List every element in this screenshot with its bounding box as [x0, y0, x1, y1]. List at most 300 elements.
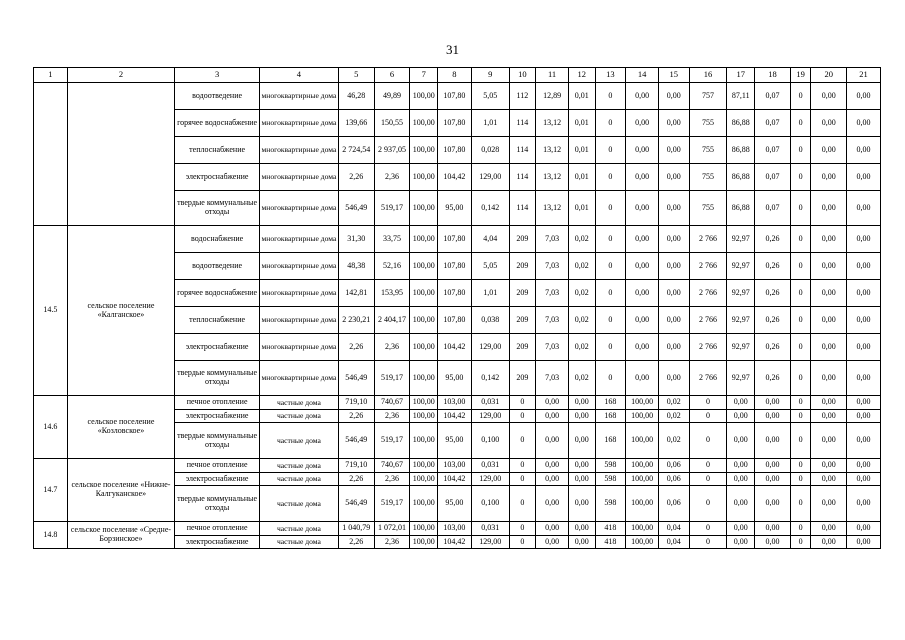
table-cell: 103,00 [438, 459, 472, 473]
column-header: 15 [658, 68, 689, 83]
table-cell: 0,00 [727, 486, 755, 522]
table-cell: 0,26 [755, 226, 791, 253]
table-cell: 0,00 [536, 423, 569, 459]
table-cell: 0,00 [811, 410, 847, 423]
table-cell: 0,01 [568, 137, 595, 164]
table-cell: 0,00 [811, 361, 847, 396]
table-cell: 0,00 [755, 473, 791, 486]
table-cell: 0,26 [755, 280, 791, 307]
table-cell: 0 [595, 226, 626, 253]
housing-type: многоквартирные дома [260, 307, 339, 334]
group-number: 14.6 [34, 396, 68, 459]
table-cell: 7,03 [536, 334, 569, 361]
table-cell: 0 [790, 226, 810, 253]
table-row [34, 522, 881, 536]
table-cell: 49,89 [374, 83, 410, 110]
housing-type: многоквартирные дома [260, 83, 339, 110]
table-cell: 0,00 [811, 226, 847, 253]
column-header: 11 [536, 68, 569, 83]
table-cell: 100,00 [410, 486, 438, 522]
table-cell: 13,12 [536, 110, 569, 137]
table-cell: 2,26 [338, 334, 374, 361]
table-cell: 0,07 [755, 191, 791, 226]
table-cell: 0,142 [471, 361, 509, 396]
table-cell: 107,80 [438, 110, 472, 137]
table-cell: 100,00 [410, 110, 438, 137]
table-cell: 0 [595, 253, 626, 280]
table-cell: 0,00 [847, 110, 881, 137]
table-cell: 0,00 [847, 536, 881, 549]
table-cell: 86,88 [727, 110, 755, 137]
table-cell: 114 [509, 191, 536, 226]
table-cell: 0 [595, 83, 626, 110]
table-cell: 2,36 [374, 473, 410, 486]
table-cell: 0,00 [847, 522, 881, 536]
table-cell: 92,97 [727, 280, 755, 307]
table-cell: 0 [595, 334, 626, 361]
table-cell: 0,02 [568, 334, 595, 361]
table-cell: 100,00 [626, 410, 659, 423]
table-cell: 2 766 [689, 307, 727, 334]
table-cell: 0 [689, 423, 727, 459]
table-cell: 755 [689, 137, 727, 164]
table-cell: 0,07 [755, 164, 791, 191]
table-cell: 0 [790, 536, 810, 549]
table-cell: 598 [595, 459, 626, 473]
service-type: электроснабжение [175, 410, 260, 423]
table-cell: 0,00 [755, 410, 791, 423]
group-number: 14.7 [34, 459, 68, 522]
table-cell: 0 [595, 307, 626, 334]
table-cell: 0,00 [847, 334, 881, 361]
table-cell: 0 [509, 396, 536, 410]
table-cell: 0,26 [755, 361, 791, 396]
table-cell: 0 [689, 536, 727, 549]
column-header: 16 [689, 68, 727, 83]
table-cell: 0,07 [755, 137, 791, 164]
table-cell: 107,80 [438, 137, 472, 164]
table-cell: 13,12 [536, 191, 569, 226]
table-cell: 2 766 [689, 361, 727, 396]
table-cell: 0 [509, 423, 536, 459]
table-cell: 519,17 [374, 486, 410, 522]
housing-type: частные дома [260, 473, 339, 486]
table-cell: 100,00 [410, 280, 438, 307]
table-cell: 107,80 [438, 280, 472, 307]
table-cell: 0 [689, 396, 727, 410]
table-cell: 0,00 [626, 253, 659, 280]
housing-type: многоквартирные дома [260, 137, 339, 164]
table-cell: 104,42 [438, 410, 472, 423]
column-header: 3 [175, 68, 260, 83]
table-cell: 107,80 [438, 83, 472, 110]
page-number: 31 [446, 42, 459, 57]
table-cell: 2,26 [338, 410, 374, 423]
table-cell: 107,80 [438, 307, 472, 334]
table-cell: 0 [790, 83, 810, 110]
column-header: 13 [595, 68, 626, 83]
column-header: 9 [471, 68, 509, 83]
column-header: 18 [755, 68, 791, 83]
table-cell: 0,00 [811, 486, 847, 522]
table-cell: 0,100 [471, 486, 509, 522]
table-cell: 100,00 [626, 423, 659, 459]
table-cell: 0,02 [568, 226, 595, 253]
group-number: 14.8 [34, 522, 68, 549]
column-header: 21 [847, 68, 881, 83]
table-cell: 2,36 [374, 536, 410, 549]
table-cell: 86,88 [727, 137, 755, 164]
table-cell: 46,28 [338, 83, 374, 110]
table-cell: 100,00 [626, 459, 659, 473]
table-cell: 13,12 [536, 137, 569, 164]
table-cell: 0,00 [847, 280, 881, 307]
table-cell: 2,36 [374, 334, 410, 361]
table-cell: 100,00 [626, 536, 659, 549]
table-cell: 0 [595, 110, 626, 137]
table-cell: 100,00 [410, 307, 438, 334]
table-cell: 0,00 [847, 473, 881, 486]
table-cell: 5,05 [471, 83, 509, 110]
table-cell: 0,00 [658, 226, 689, 253]
table-cell: 92,97 [727, 334, 755, 361]
table-cell: 0,00 [847, 226, 881, 253]
table-cell: 0 [790, 191, 810, 226]
table-cell: 129,00 [471, 473, 509, 486]
column-header: 1 [34, 68, 68, 83]
table-cell: 0,02 [568, 253, 595, 280]
table-cell: 0,00 [755, 459, 791, 473]
table-cell: 0 [790, 280, 810, 307]
table-cell: 7,03 [536, 307, 569, 334]
table-cell: 33,75 [374, 226, 410, 253]
table-cell: 0,00 [847, 423, 881, 459]
table-cell: 0,00 [847, 83, 881, 110]
table-cell: 0,00 [755, 423, 791, 459]
table-cell: 0 [689, 410, 727, 423]
table-cell: 95,00 [438, 423, 472, 459]
table-cell: 0,00 [568, 473, 595, 486]
table-cell: 100,00 [410, 536, 438, 549]
table-cell: 7,03 [536, 253, 569, 280]
table-header-row [34, 68, 881, 83]
table-cell: 142,81 [338, 280, 374, 307]
table-cell: 129,00 [471, 164, 509, 191]
table-cell: 100,00 [410, 459, 438, 473]
table-cell: 100,00 [410, 83, 438, 110]
service-type: твердые коммунальные отходы [175, 423, 260, 459]
table-cell: 129,00 [471, 410, 509, 423]
table-cell: 0,031 [471, 522, 509, 536]
service-type: горячее водоснабжение [175, 110, 260, 137]
table-cell: 2 766 [689, 334, 727, 361]
table-cell: 2 766 [689, 226, 727, 253]
table-row [34, 83, 881, 110]
table-cell: 0 [689, 522, 727, 536]
table-cell: 0,00 [626, 226, 659, 253]
service-type: печное отопление [175, 396, 260, 410]
table-cell: 0,00 [727, 473, 755, 486]
table-cell: 0,00 [626, 307, 659, 334]
table-cell: 5,05 [471, 253, 509, 280]
table-cell: 740,67 [374, 396, 410, 410]
table-cell: 519,17 [374, 191, 410, 226]
table-cell: 104,42 [438, 536, 472, 549]
table-cell: 112 [509, 83, 536, 110]
table-cell: 129,00 [471, 536, 509, 549]
service-type: твердые коммунальные отходы [175, 361, 260, 396]
table-cell: 168 [595, 423, 626, 459]
table-cell: 86,88 [727, 164, 755, 191]
table-cell: 107,80 [438, 253, 472, 280]
housing-type: многоквартирные дома [260, 280, 339, 307]
service-type: теплоснабжение [175, 137, 260, 164]
table-cell: 209 [509, 361, 536, 396]
table-cell: 2 230,21 [338, 307, 374, 334]
table-cell: 0,01 [568, 110, 595, 137]
table-cell: 0 [595, 137, 626, 164]
table-cell: 755 [689, 191, 727, 226]
table-cell: 2,36 [374, 164, 410, 191]
table-cell: 546,49 [338, 361, 374, 396]
table-row [34, 459, 881, 473]
settlement-name: сельское поселение «Калганское» [67, 226, 174, 396]
table-cell: 0,00 [755, 396, 791, 410]
table-cell: 2 766 [689, 253, 727, 280]
table-cell: 0,00 [847, 410, 881, 423]
column-header: 20 [811, 68, 847, 83]
table-cell: 719,10 [338, 396, 374, 410]
table-cell: 92,97 [727, 226, 755, 253]
table-cell: 0,00 [811, 191, 847, 226]
table-row [34, 226, 881, 253]
table-cell: 0,00 [536, 536, 569, 549]
table-cell: 0 [509, 473, 536, 486]
table-cell: 86,88 [727, 191, 755, 226]
column-header: 19 [790, 68, 810, 83]
column-header: 2 [67, 68, 174, 83]
table-cell: 4,04 [471, 226, 509, 253]
table-cell: 0,00 [568, 486, 595, 522]
table-cell: 0,038 [471, 307, 509, 334]
table-cell: 0,04 [658, 536, 689, 549]
table-cell: 0 [790, 473, 810, 486]
table-cell: 0,00 [847, 396, 881, 410]
table-cell: 0,142 [471, 191, 509, 226]
table-cell: 7,03 [536, 280, 569, 307]
table-cell: 0,00 [811, 307, 847, 334]
table-cell: 104,42 [438, 164, 472, 191]
table-cell: 104,42 [438, 334, 472, 361]
housing-type: многоквартирные дома [260, 110, 339, 137]
table-cell: 0,028 [471, 137, 509, 164]
table-cell: 0 [790, 486, 810, 522]
service-type: водоснабжение [175, 226, 260, 253]
table-cell: 0 [595, 361, 626, 396]
group-number: 14.5 [34, 226, 68, 396]
table-cell: 546,49 [338, 423, 374, 459]
table-cell: 0 [790, 253, 810, 280]
column-header: 10 [509, 68, 536, 83]
table-cell: 0 [790, 423, 810, 459]
service-type: электроснабжение [175, 473, 260, 486]
table-cell: 0,00 [847, 137, 881, 164]
table-cell: 0 [595, 191, 626, 226]
table-cell: 0,00 [536, 410, 569, 423]
table-cell: 209 [509, 334, 536, 361]
table-cell: 139,66 [338, 110, 374, 137]
table-cell: 0,00 [658, 110, 689, 137]
column-header: 4 [260, 68, 339, 83]
table-cell: 0,00 [811, 280, 847, 307]
table-cell: 0,00 [755, 536, 791, 549]
housing-type: многоквартирные дома [260, 226, 339, 253]
table-cell: 92,97 [727, 361, 755, 396]
service-type: твердые коммунальные отходы [175, 486, 260, 522]
table-cell: 0 [790, 459, 810, 473]
table-cell: 100,00 [626, 473, 659, 486]
table-cell: 7,03 [536, 226, 569, 253]
table-cell: 0 [790, 164, 810, 191]
table-cell: 2 766 [689, 280, 727, 307]
table-cell: 0,00 [536, 459, 569, 473]
settlement-name: сельское поселение «Козловское» [67, 396, 174, 459]
housing-type: многоквартирные дома [260, 334, 339, 361]
table-cell: 740,67 [374, 459, 410, 473]
housing-type: многоквартирные дома [260, 253, 339, 280]
table-row [34, 396, 881, 410]
table-cell: 0 [509, 410, 536, 423]
table-cell: 0,00 [658, 307, 689, 334]
column-header: 7 [410, 68, 438, 83]
table-cell: 0,06 [658, 486, 689, 522]
table-cell: 0,00 [811, 137, 847, 164]
table-cell: 0 [790, 137, 810, 164]
table-cell: 100,00 [410, 423, 438, 459]
service-type: водоотведение [175, 253, 260, 280]
settlement-name [67, 83, 174, 226]
table-cell: 0,00 [755, 522, 791, 536]
table-cell: 0,01 [568, 191, 595, 226]
table-cell: 0,07 [755, 83, 791, 110]
table-cell: 755 [689, 164, 727, 191]
housing-type: частные дома [260, 396, 339, 410]
table-cell: 0,00 [847, 459, 881, 473]
table-cell: 0,07 [755, 110, 791, 137]
table-cell: 0,02 [568, 361, 595, 396]
table-cell: 0,00 [536, 486, 569, 522]
table-cell: 100,00 [410, 522, 438, 536]
column-header: 5 [338, 68, 374, 83]
column-header: 8 [438, 68, 472, 83]
table-cell: 2,26 [338, 164, 374, 191]
table-cell: 0 [689, 486, 727, 522]
table-cell: 48,38 [338, 253, 374, 280]
table-cell: 0 [790, 396, 810, 410]
housing-type: частные дома [260, 522, 339, 536]
tariff-table [33, 67, 881, 549]
table-cell: 0,02 [658, 410, 689, 423]
table-cell: 100,00 [410, 191, 438, 226]
table-cell: 0,00 [811, 459, 847, 473]
service-type: электроснабжение [175, 334, 260, 361]
table-cell: 107,80 [438, 226, 472, 253]
table-cell: 92,97 [727, 307, 755, 334]
table-cell: 0,00 [536, 396, 569, 410]
housing-type: многоквартирные дома [260, 164, 339, 191]
table-cell: 0,26 [755, 253, 791, 280]
table-cell: 209 [509, 307, 536, 334]
table-cell: 0,00 [847, 164, 881, 191]
service-type: печное отопление [175, 459, 260, 473]
table-cell: 100,00 [626, 486, 659, 522]
table-cell: 0,02 [658, 423, 689, 459]
column-header: 6 [374, 68, 410, 83]
table-cell: 209 [509, 253, 536, 280]
table-cell: 0,00 [626, 334, 659, 361]
table-cell: 168 [595, 396, 626, 410]
table-cell: 546,49 [338, 191, 374, 226]
table-cell: 0,00 [727, 410, 755, 423]
table-cell: 0,00 [811, 110, 847, 137]
table-cell: 100,00 [410, 226, 438, 253]
table-cell: 0,00 [811, 473, 847, 486]
table-cell: 100,00 [410, 137, 438, 164]
table-cell: 519,17 [374, 423, 410, 459]
table-cell: 0,00 [658, 361, 689, 396]
housing-type: многоквартирные дома [260, 361, 339, 396]
table-cell: 150,55 [374, 110, 410, 137]
table-cell: 0,00 [727, 522, 755, 536]
table-cell: 0,031 [471, 459, 509, 473]
table-cell: 0,00 [658, 137, 689, 164]
table-cell: 0,00 [626, 164, 659, 191]
table-cell: 100,00 [410, 334, 438, 361]
column-header: 14 [626, 68, 659, 83]
housing-type: частные дома [260, 536, 339, 549]
table-cell: 1 040,79 [338, 522, 374, 536]
table-cell: 7,03 [536, 361, 569, 396]
housing-type: частные дома [260, 423, 339, 459]
table-cell: 87,11 [727, 83, 755, 110]
table-cell: 0,00 [811, 536, 847, 549]
table-cell: 129,00 [471, 334, 509, 361]
table-cell: 0,00 [847, 486, 881, 522]
table-cell: 0,00 [568, 522, 595, 536]
table-cell: 2 404,17 [374, 307, 410, 334]
table-cell: 0,00 [727, 459, 755, 473]
table-cell: 95,00 [438, 361, 472, 396]
table-cell: 2,26 [338, 473, 374, 486]
housing-type: частные дома [260, 410, 339, 423]
table-cell: 0,00 [811, 396, 847, 410]
table-cell: 0,00 [626, 83, 659, 110]
table-cell: 0,00 [536, 473, 569, 486]
table-cell: 153,95 [374, 280, 410, 307]
service-type: горячее водоснабжение [175, 280, 260, 307]
table-cell: 95,00 [438, 191, 472, 226]
table-cell: 2 724,54 [338, 137, 374, 164]
table-cell: 0,00 [626, 361, 659, 396]
table-cell: 0,00 [727, 396, 755, 410]
table-cell: 719,10 [338, 459, 374, 473]
table-cell: 0,00 [536, 522, 569, 536]
table-cell: 0,00 [727, 423, 755, 459]
table-cell: 0,02 [658, 396, 689, 410]
table-cell: 100,00 [626, 396, 659, 410]
table-cell: 0,00 [755, 486, 791, 522]
table-cell: 0 [790, 361, 810, 396]
